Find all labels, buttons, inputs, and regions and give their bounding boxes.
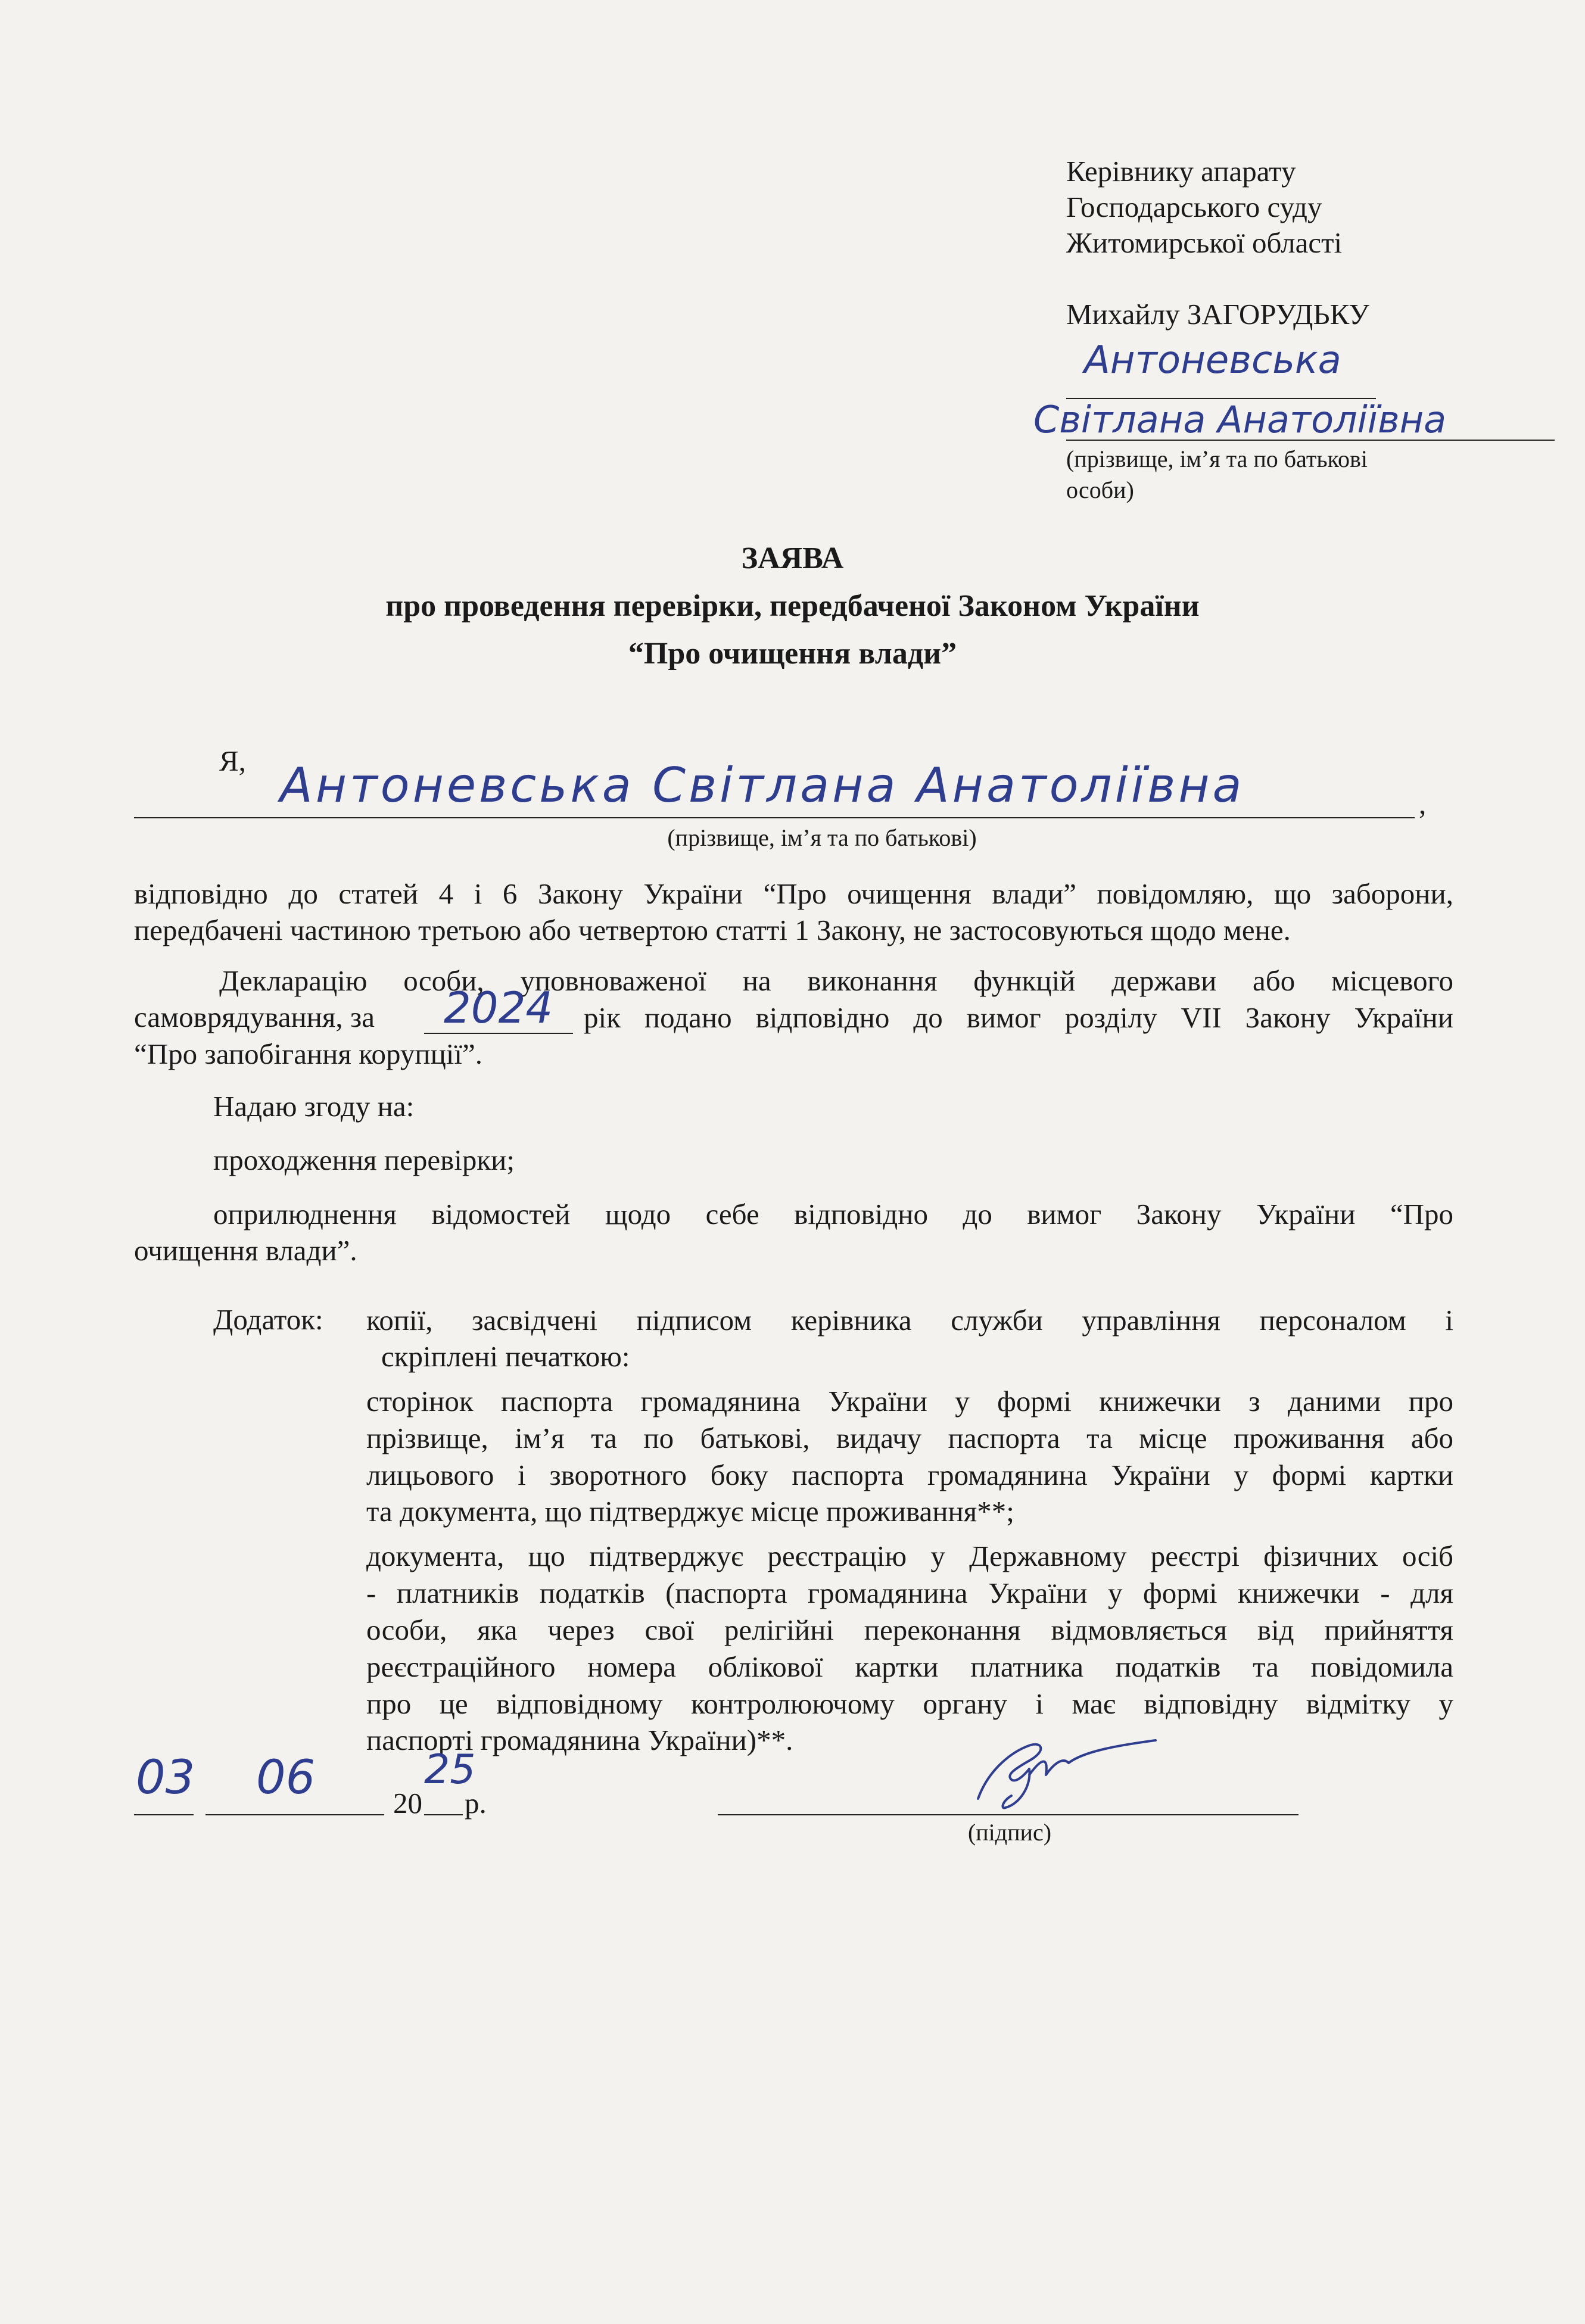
handwritten-name-patronymic: Світлана Анатоліївна [1033, 398, 1447, 441]
paragraph-2-before-year: самоврядування, за [134, 1001, 375, 1033]
statement-comma: , [1419, 787, 1427, 820]
attachments-label: Додаток: [213, 1303, 323, 1336]
handwritten-year-suffix: 25 [424, 1746, 476, 1793]
year-prefix: 20 [393, 1787, 422, 1820]
handwritten-surname: Антоневська [1084, 338, 1341, 382]
consent-item-2-line-2: очищення влади”. [134, 1234, 357, 1267]
month-line [205, 1814, 384, 1815]
applicant-line-2 [1066, 440, 1555, 441]
paragraph-2-line-3: “Про запобігання корупції”. [134, 1038, 483, 1070]
attachments-b-line-3: лицьового і зворотного боку паспорта громадянина України у формі картки [366, 1459, 1453, 1491]
attachments-c-line-4: реєстраційного номера облікової картки платника податків та повідомила [366, 1650, 1453, 1683]
title-line-1: про проведення перевірки, передбаченої Законом України [385, 589, 1200, 623]
paragraph-2-after-year: рік подано відповідно до вимог розділу VII Закону України [584, 1001, 1453, 1034]
attachments-b-line-4: та документа, що підтверджує місце проживання**; [366, 1495, 1014, 1528]
signature-caption: (підпис) [967, 1819, 1052, 1846]
attachments-c-line-3: особи, яка через свої релігійні переконання відмовляється від прийняття [366, 1613, 1453, 1646]
handwritten-full-name: Антоневська Світлана Анатоліївна [280, 758, 1245, 813]
addressee-line-2: Господарського суду [1066, 191, 1322, 223]
attachments-b-line-2: прізвище, ім’я та по батькові, видачу паспорта та місце проживання або [366, 1422, 1453, 1454]
paragraph-1-line-1: відповідно до статей 4 і 6 Закону України “Про очищення влади” повідомляю, що заборони, [134, 877, 1453, 910]
signature-mark [941, 1733, 1167, 1823]
attachments-c-line-2: - платників податків (паспорта громадянина України у формі книжечки - для [366, 1577, 1453, 1609]
attachments-a-line-1: копії, засвідчені підписом керівника служби управління персоналом і [366, 1304, 1453, 1337]
consent-item-2-line-1: оприлюднення відомостей щодо себе відповідно до вимог Закону України “Про [213, 1198, 1453, 1230]
attachments-c-line-5: про це відповідному контролюючому органу і має відповідну відмітку у [366, 1687, 1453, 1720]
year-suffix-line [424, 1814, 463, 1815]
attachments-b-line-1: сторінок паспорта громадянина України у формі книжечки з даними про [366, 1385, 1453, 1418]
signature-line [718, 1814, 1298, 1815]
statement-prefix: Я, [219, 744, 246, 777]
applicant-caption-line-2: особи) [1066, 476, 1134, 503]
full-name-line [134, 817, 1415, 818]
consent-item-1: проходження перевірки; [213, 1144, 515, 1176]
attachments-a-line-2: скріплені печаткою: [381, 1340, 630, 1373]
handwritten-day: 03 [136, 1751, 195, 1805]
full-name-caption: (прізвище, ім’я та по батькові) [667, 824, 977, 851]
paragraph-2-line-1: Декларацію особи, уповноваженої на виконання функцій держави або місцевого [219, 964, 1453, 997]
applicant-caption-line-1: (прізвище, ім’я та по батькові [1066, 446, 1368, 472]
addressee-name: Михайлу ЗАГОРУДЬКУ [1066, 298, 1369, 331]
day-line [134, 1814, 194, 1815]
attachments-c-line-1: документа, що підтверджує реєстрацію у Державному реєстрі фізичних осіб [366, 1540, 1453, 1572]
handwritten-month: 06 [256, 1751, 316, 1805]
title-line-2: “Про очищення влади” [628, 637, 957, 671]
consent-intro: Надаю згоду на: [213, 1090, 415, 1123]
addressee-line-3: Житомирської області [1066, 226, 1343, 259]
paragraph-1-line-2: передбачені частиною третьою або четвертою статті 1 Закону, не застосовуються щодо мене. [134, 914, 1291, 946]
year-end: р. [465, 1787, 487, 1820]
title-heading: ЗАЯВА [741, 541, 844, 575]
attachments-c-line-6: паспорті громадянина України)**. [366, 1724, 793, 1756]
handwritten-year: 2024 [444, 983, 553, 1033]
addressee-line-1: Керівнику апарату [1066, 155, 1296, 188]
year-line [424, 1033, 573, 1034]
